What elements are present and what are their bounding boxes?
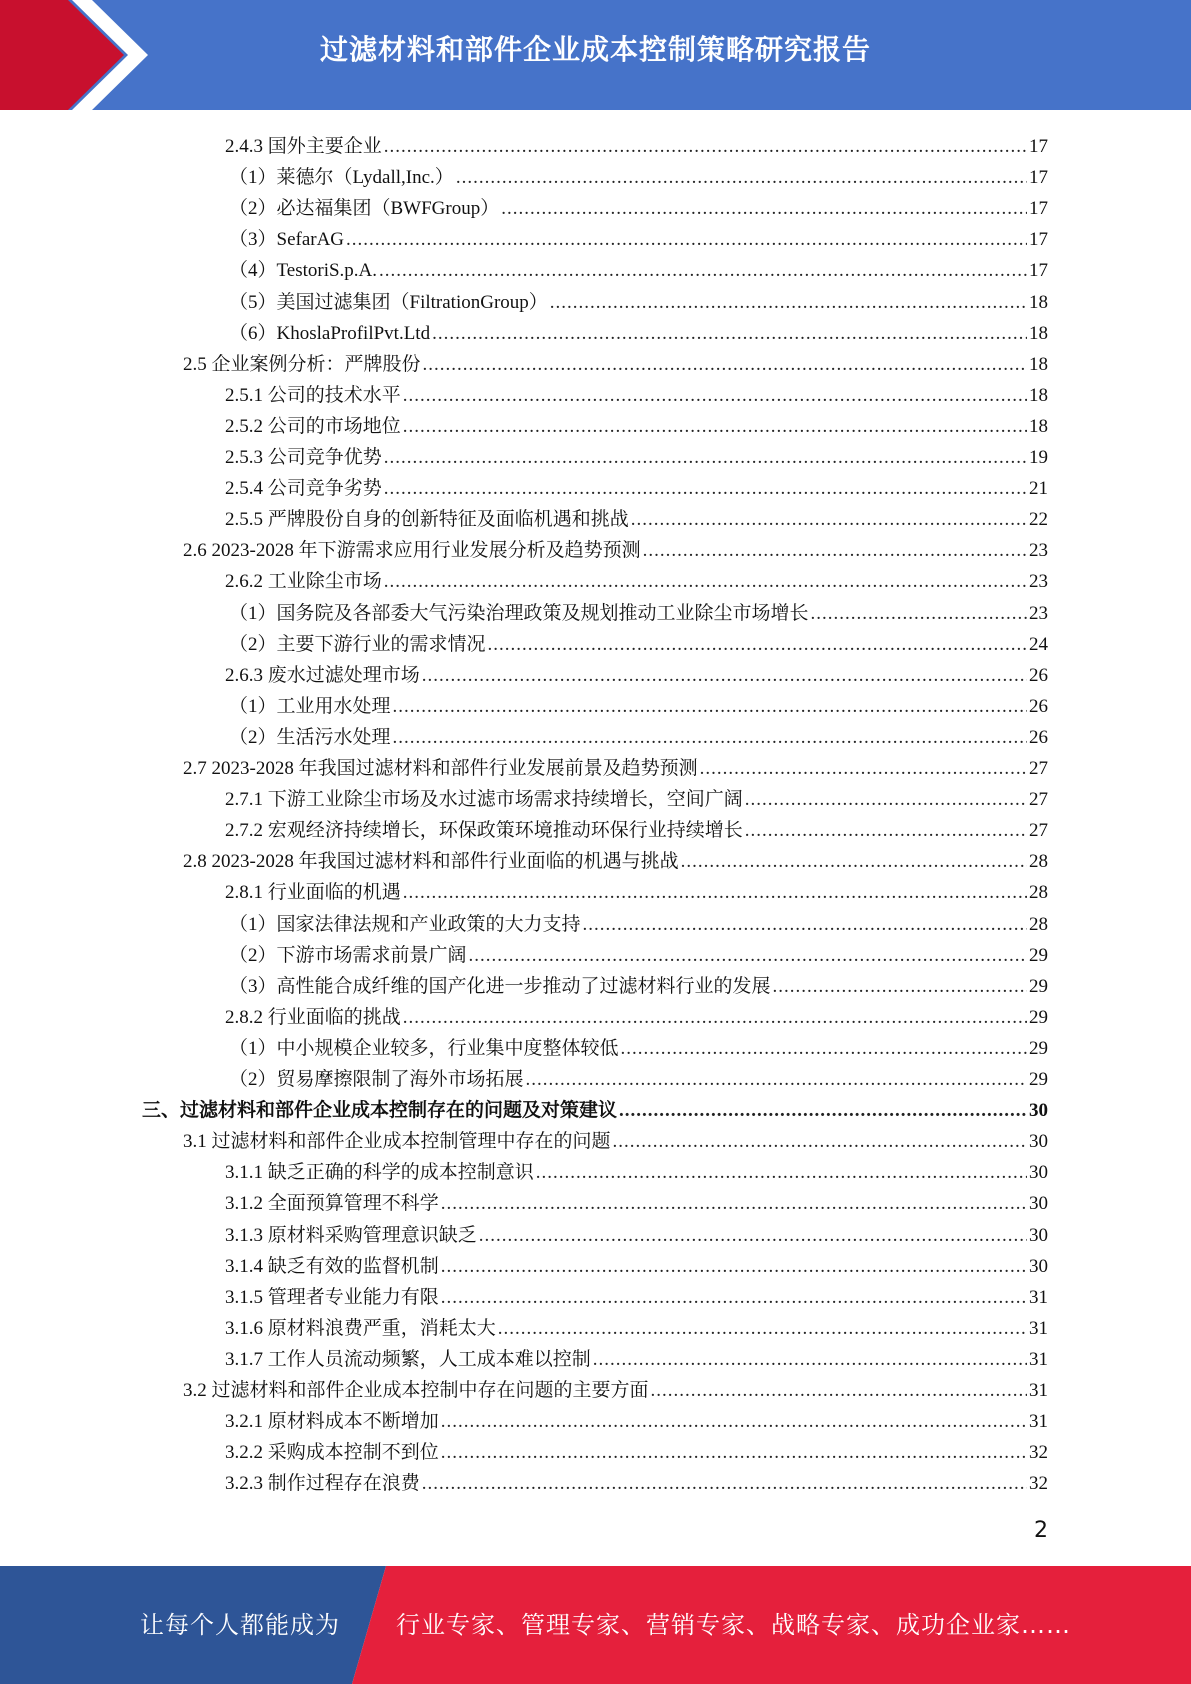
toc-entry-page-number: 26 xyxy=(1029,695,1048,717)
toc-entry-title: 2.6 2023-2028 年下游需求应用行业发展分析及趋势预测 xyxy=(183,540,641,562)
toc-entry[interactable] xyxy=(229,968,1048,999)
toc-dot-leader xyxy=(403,415,1027,439)
toc-entry-title: 3.1.6 原材料浪费严重，消耗太大 xyxy=(225,1317,496,1339)
toc-entry-title: 3.2.2 采购成本控制不到位 xyxy=(225,1442,439,1464)
toc-entry[interactable] xyxy=(229,626,1048,657)
toc-entry-page-number: 18 xyxy=(1029,322,1048,344)
toc-dot-leader xyxy=(393,695,1027,719)
toc-dot-leader xyxy=(441,1441,1027,1465)
toc-entry[interactable] xyxy=(183,843,1048,874)
toc-entry[interactable] xyxy=(229,159,1048,190)
toc-entry[interactable] xyxy=(229,1030,1048,1061)
toc-entry-page-number: 31 xyxy=(1029,1286,1048,1308)
toc-entry-page-number: 23 xyxy=(1029,602,1048,624)
toc-entry-page-number: 17 xyxy=(1029,198,1048,220)
toc-entry[interactable] xyxy=(225,1279,1048,1310)
toc-dot-leader xyxy=(384,135,1027,159)
toc-entry-title: （1）莱德尔（Lydall,Inc.） xyxy=(229,167,454,189)
toc-entry[interactable] xyxy=(225,501,1048,532)
toc-dot-leader xyxy=(403,1006,1027,1030)
toc-entry[interactable] xyxy=(225,377,1048,408)
toc-dot-leader xyxy=(498,1317,1027,1341)
toc-entry[interactable] xyxy=(225,1465,1048,1496)
toc-entry-title: （1）中小规模企业较多，行业集中度整体较低 xyxy=(229,1037,619,1059)
toc-entry-title: （6）KhoslaProfilPvt.Ltd xyxy=(229,322,431,344)
toc-dot-leader xyxy=(384,477,1027,501)
toc-dot-leader xyxy=(681,850,1027,874)
toc-entry-page-number: 27 xyxy=(1029,820,1048,842)
toc-entry-title: （2）下游市场需求前景广阔 xyxy=(229,944,467,966)
toc-entry-title: 3.2.3 制作过程存在浪费 xyxy=(225,1473,420,1495)
toc-entry-title: 2.5.2 公司的市场地位 xyxy=(225,415,401,437)
toc-entry[interactable] xyxy=(229,252,1048,283)
toc-entry-page-number: 26 xyxy=(1029,664,1048,686)
toc-entry[interactable] xyxy=(229,906,1048,937)
toc-entry-page-number: 31 xyxy=(1029,1348,1048,1370)
toc-entry[interactable] xyxy=(225,1310,1048,1341)
toc-entry-page-number: 32 xyxy=(1029,1442,1048,1464)
toc-entry-page-number: 23 xyxy=(1029,540,1048,562)
toc-entry[interactable] xyxy=(183,1372,1048,1403)
toc-entry-title: 2.5.4 公司竞争劣势 xyxy=(225,478,382,500)
toc-entry-page-number: 31 xyxy=(1029,1380,1048,1401)
toc-entry[interactable] xyxy=(225,1341,1048,1372)
toc-entry-title: 三、过滤材料和部件企业成本控制存在的问题及对策建议 xyxy=(142,1100,618,1122)
toc-entry[interactable] xyxy=(225,781,1048,812)
toc-entry[interactable] xyxy=(229,315,1048,346)
toc-entry[interactable] xyxy=(142,1092,1048,1123)
toc-dot-leader xyxy=(384,446,1027,470)
header-red-arrow-decoration xyxy=(0,0,160,110)
toc-entry-title: 3.2 过滤材料和部件企业成本控制中存在问题的主要方面 xyxy=(183,1380,649,1401)
toc-entry-title: 2.5.1 公司的技术水平 xyxy=(225,384,401,406)
toc-dot-leader xyxy=(631,508,1027,532)
toc-dot-leader xyxy=(526,1068,1027,1092)
toc-entry[interactable] xyxy=(225,1154,1048,1185)
toc-entry-title: 2.6.3 废水过滤处理市场 xyxy=(225,664,420,686)
toc-entry[interactable] xyxy=(229,190,1048,221)
toc-entry[interactable] xyxy=(183,532,1048,563)
toc-entry[interactable] xyxy=(183,346,1048,377)
toc-entry-page-number: 32 xyxy=(1029,1473,1048,1495)
toc-dot-leader xyxy=(441,1286,1027,1310)
toc-entry-page-number: 26 xyxy=(1029,726,1048,748)
toc-entry-page-number: 30 xyxy=(1029,1100,1048,1122)
toc-entry[interactable] xyxy=(229,284,1048,315)
toc-dot-leader xyxy=(403,881,1027,905)
toc-entry-page-number: 23 xyxy=(1029,571,1048,593)
toc-entry-title: （3）SefarAG xyxy=(229,229,345,251)
toc-dot-leader xyxy=(773,975,1027,999)
toc-entry[interactable] xyxy=(225,1217,1048,1248)
toc-dot-leader xyxy=(536,1161,1027,1185)
toc-dot-leader xyxy=(422,1472,1027,1496)
toc-entry-title: （2）必达福集团（BWFGroup） xyxy=(229,198,500,220)
toc-entry-page-number: 29 xyxy=(1029,975,1048,997)
toc-entry-page-number: 27 xyxy=(1029,758,1048,779)
toc-entry-page-number: 17 xyxy=(1029,167,1048,189)
footer-slogan-left: 让每个人都能成为 xyxy=(140,1611,340,1639)
toc-entry-page-number: 29 xyxy=(1029,1069,1048,1090)
toc-dot-leader xyxy=(619,1099,1027,1123)
toc-entry-title: 2.7.2 宏观经济持续增长，环保政策环境推动环保行业持续增长 xyxy=(225,820,743,842)
toc-dot-leader xyxy=(651,1379,1027,1403)
toc-entry[interactable] xyxy=(229,221,1048,252)
toc-entry-title: 2.8 2023-2028 年我国过滤材料和部件行业面临的机遇与挑战 xyxy=(183,851,679,873)
toc-entry-page-number: 21 xyxy=(1029,478,1048,500)
toc-entry[interactable] xyxy=(229,595,1048,626)
toc-dot-leader xyxy=(456,166,1027,190)
toc-entry-title: 3.1 过滤材料和部件企业成本控制管理中存在的问题 xyxy=(183,1131,611,1153)
toc-entry[interactable] xyxy=(225,563,1048,594)
toc-entry-page-number: 28 xyxy=(1029,851,1048,873)
toc-entry-page-number: 19 xyxy=(1029,447,1048,468)
toc-entry[interactable] xyxy=(225,812,1048,843)
toc-entry[interactable] xyxy=(225,874,1048,905)
toc-dot-leader xyxy=(379,259,1027,283)
toc-dot-leader xyxy=(469,944,1027,968)
toc-entry-page-number: 18 xyxy=(1029,353,1048,375)
toc-dot-leader xyxy=(403,384,1027,408)
toc-entry-page-number: 31 xyxy=(1029,1411,1048,1433)
toc-entry-page-number: 30 xyxy=(1029,1162,1048,1184)
toc-entry[interactable] xyxy=(225,1434,1048,1465)
toc-entry-title: 2.6.2 工业除尘市场 xyxy=(225,571,382,593)
toc-dot-leader xyxy=(441,1255,1027,1279)
toc-entry-title: （2）贸易摩擦限制了海外市场拓展 xyxy=(229,1069,524,1090)
toc-entry-page-number: 18 xyxy=(1029,415,1048,437)
toc-entry-title: （1）工业用水处理 xyxy=(229,695,391,717)
toc-entry-title: 2.5.3 公司竞争优势 xyxy=(225,447,382,468)
toc-entry[interactable] xyxy=(225,1403,1048,1434)
toc-entry[interactable] xyxy=(225,439,1048,470)
toc-dot-leader xyxy=(621,1037,1027,1061)
toc-entry-page-number: 30 xyxy=(1029,1193,1048,1215)
toc-entry-page-number: 24 xyxy=(1029,633,1048,655)
toc-entry-page-number: 27 xyxy=(1029,789,1048,811)
toc-dot-leader xyxy=(593,1348,1027,1372)
toc-entry-page-number: 30 xyxy=(1029,1255,1048,1277)
toc-entry-title: 2.7.1 下游工业除尘市场及水过滤市场需求持续增长，空间广阔 xyxy=(225,789,743,811)
footer-slogan-right: 行业专家、管理专家、营销专家、战略专家、成功企业家…… xyxy=(396,1611,1071,1639)
toc-entry-title: 3.2.1 原材料成本不断增加 xyxy=(225,1411,439,1433)
toc-dot-leader xyxy=(550,291,1027,315)
toc-entry-page-number: 28 xyxy=(1029,913,1048,935)
toc-entry-title: 3.1.2 全面预算管理不科学 xyxy=(225,1193,439,1215)
toc-dot-leader xyxy=(423,353,1027,377)
toc-dot-leader xyxy=(441,1192,1027,1216)
toc-dot-leader xyxy=(745,819,1027,843)
toc-dot-leader xyxy=(501,197,1027,221)
toc-dot-leader xyxy=(441,1410,1027,1434)
toc-entry[interactable] xyxy=(225,470,1048,501)
toc-entry-title: （3）高性能合成纤维的国产化进一步推动了过滤材料行业的发展 xyxy=(229,975,771,997)
toc-entry-title: 2.5 企业案例分析：严牌股份 xyxy=(183,353,421,375)
toc-entry-page-number: 30 xyxy=(1029,1131,1048,1153)
toc-entry[interactable] xyxy=(229,1061,1048,1092)
header-banner xyxy=(0,0,1191,110)
toc-entry[interactable] xyxy=(225,128,1048,159)
toc-dot-leader xyxy=(488,633,1027,657)
toc-entry[interactable] xyxy=(225,1248,1048,1279)
toc-entry-page-number: 17 xyxy=(1029,260,1048,282)
toc-entry-page-number: 18 xyxy=(1029,384,1048,406)
toc-entry-page-number: 31 xyxy=(1029,1317,1048,1339)
toc-entry[interactable] xyxy=(225,408,1048,439)
toc-entry-title: 3.1.1 缺乏正确的科学的成本控制意识 xyxy=(225,1162,534,1184)
toc-dot-leader xyxy=(643,539,1027,563)
toc-entry-page-number: 18 xyxy=(1029,291,1048,313)
toc-entry-title: 3.1.3 原材料采购管理意识缺乏 xyxy=(225,1224,477,1246)
toc-dot-leader xyxy=(583,913,1027,937)
toc-entry[interactable] xyxy=(229,937,1048,968)
toc-dot-leader xyxy=(384,570,1027,594)
toc-entry[interactable] xyxy=(229,688,1048,719)
toc-entry[interactable] xyxy=(225,657,1048,688)
toc-dot-leader xyxy=(479,1224,1027,1248)
toc-dot-leader xyxy=(346,228,1027,252)
toc-entry[interactable] xyxy=(183,750,1048,781)
toc-dot-leader xyxy=(700,757,1027,781)
toc-entry-title: 2.8.1 行业面临的机遇 xyxy=(225,882,401,904)
toc-entry-page-number: 17 xyxy=(1029,136,1048,157)
toc-entry[interactable] xyxy=(225,1185,1048,1216)
toc-dot-leader xyxy=(432,322,1027,346)
toc-dot-leader xyxy=(811,602,1027,626)
document-title: 过滤材料和部件企业成本控制策略研究报告 xyxy=(319,33,871,66)
toc-entry-page-number: 22 xyxy=(1029,509,1048,531)
toc-entry-title: 3.1.4 缺乏有效的监督机制 xyxy=(225,1255,439,1277)
toc-entry-title: （4）TestoriS.p.A. xyxy=(229,260,378,282)
toc-entry-title: 2.5.5 严牌股份自身的创新特征及面临机遇和挑战 xyxy=(225,509,629,531)
toc-entry-title: （5）美国过滤集团（FiltrationGroup） xyxy=(229,291,548,313)
toc-entry-page-number: 29 xyxy=(1029,1037,1048,1059)
toc-entry-title: （1）国务院及各部委大气污染治理政策及规划推动工业除尘市场增长 xyxy=(229,602,809,624)
toc-entry[interactable] xyxy=(183,1123,1048,1154)
footer-banner xyxy=(0,1566,1191,1684)
toc-dot-leader xyxy=(745,788,1027,812)
toc-entry-page-number: 29 xyxy=(1029,944,1048,966)
toc-entry-page-number: 17 xyxy=(1029,229,1048,251)
toc-entry-title: 2.4.3 国外主要企业 xyxy=(225,136,382,157)
toc-dot-leader xyxy=(393,726,1027,750)
toc-entry-title: 2.7 2023-2028 年我国过滤材料和部件行业发展前景及趋势预测 xyxy=(183,758,698,779)
toc-entry-title: 3.1.5 管理者专业能力有限 xyxy=(225,1286,439,1308)
toc-entry-title: （1）国家法律法规和产业政策的大力支持 xyxy=(229,913,581,935)
toc-entry-title: 3.1.7 工作人员流动频繁，人工成本难以控制 xyxy=(225,1348,591,1370)
toc-entry-page-number: 29 xyxy=(1029,1006,1048,1028)
toc-dot-leader xyxy=(422,664,1027,688)
toc-entry-page-number: 30 xyxy=(1029,1224,1048,1246)
toc-entry[interactable] xyxy=(225,999,1048,1030)
toc-entry[interactable] xyxy=(229,719,1048,750)
toc-entry-title: （2）生活污水处理 xyxy=(229,726,391,748)
page-number: 2 xyxy=(1034,1518,1048,1543)
toc-dot-leader xyxy=(613,1130,1027,1154)
toc-entry-title: （2）主要下游行业的需求情况 xyxy=(229,633,486,655)
toc-entry-title: 2.8.2 行业面临的挑战 xyxy=(225,1006,401,1028)
toc-entry-page-number: 28 xyxy=(1029,882,1048,904)
